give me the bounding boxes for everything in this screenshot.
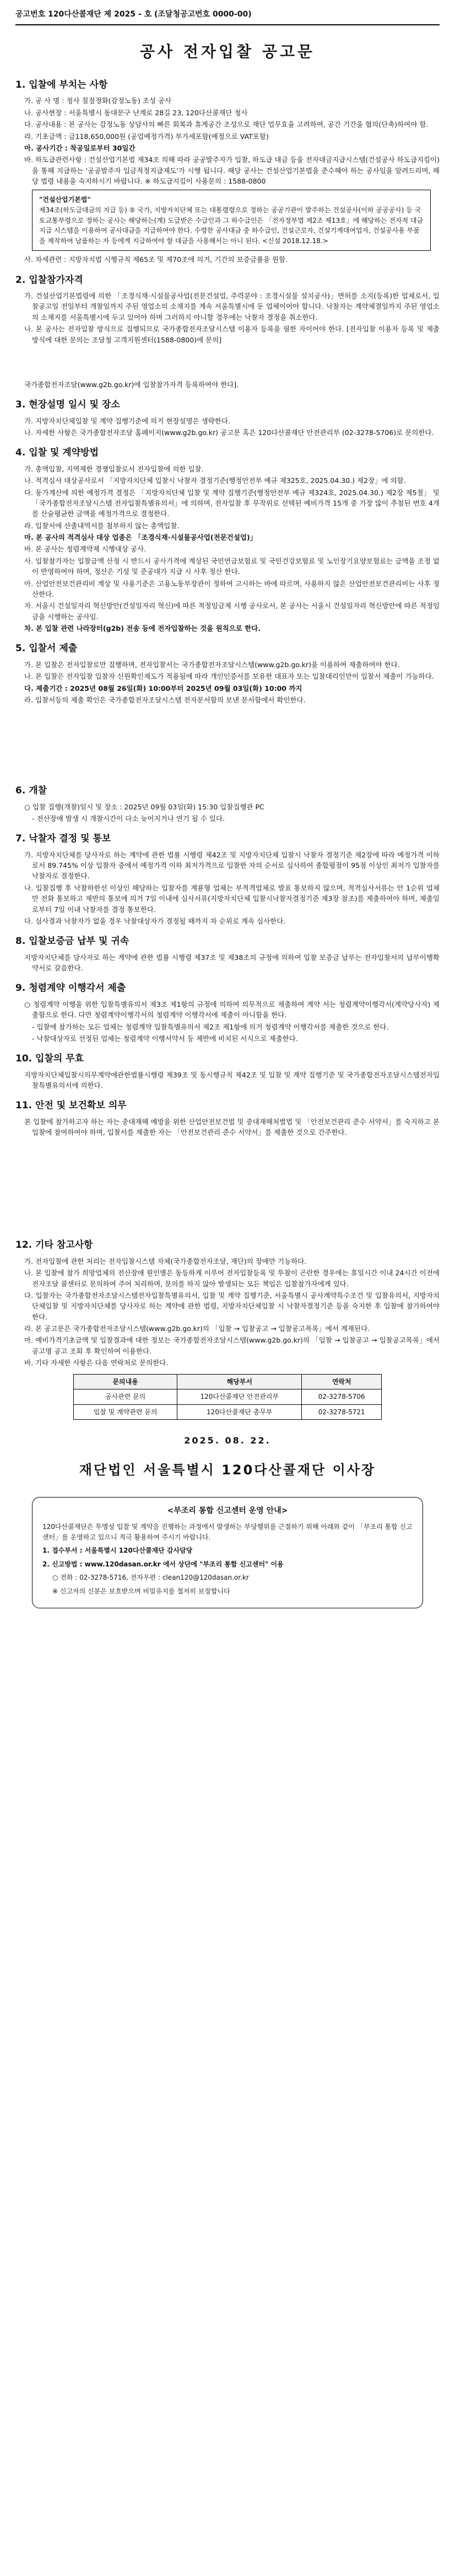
section-8 <box>15 934 440 973</box>
table-row <box>74 1404 382 1420</box>
section-12 <box>15 1238 440 1420</box>
list-item: 나. 본 입찰은 전자입찰 입찰자 신원확인제도가 적용됨에 따라 개인인증서를 보유한 대표자 또는 입찰대리인만이 입찰서 제출이 가능하다. <box>24 672 434 681</box>
list-item: ○ 입찰 집행(개찰)일시 및 장소 : 2025년 09월 03일(화) 15:30 입찰집행관 PC <box>24 802 264 811</box>
list-item: - 낙찰대상자로 선정된 업체는 청렴계약 이행서약서 등 제반에 비치된 서식으로 제출한다. <box>32 1034 298 1043</box>
issuing-organization: 재단법인 서울특별시 120다산콜재단 이사장 <box>79 1462 376 1478</box>
box-line: ※ 신고자의 신분은 보호받으며 비밀유지를 철저히 보장합니다 <box>52 1587 230 1595</box>
list-item: 가. 공 사 명 : 청사 칠점정화(감정노동) 조성 공사 <box>24 96 172 105</box>
blank-gap <box>15 346 440 379</box>
list-item: 지방자치단체를 당사자로 하는 계약에 관한 법률 시행령 제37조 및 제38조의 규정에 의하여 입찰 보증금 납부는 전자입찰서의 납부이행확약서로 갈음한다. <box>24 953 440 973</box>
list-item: 바. 하도급관련사항 : 건설산업기본법 제34조 의해 따라 공공발주자가 입찰, 하도급 대금 등을 전자대금지급시스템(건설공사 하도급지킴이)을 통해 지급하는 '공공발주자 입금적정지급제도'가 시행 됩니다. 해당 공사는 건설산업기본법을 준수해야 하는 공사임을 알려드리며, 해당 법령 내용을 숙지하시기 바랍니다. ※ 하도급지킴이 사용문의 : 1588-0800 <box>24 155 440 186</box>
section-title: 3. 현장설명 일시 및 장소 <box>15 399 120 411</box>
table-cell: 120다산콜재단 총무부 <box>177 1404 302 1420</box>
list-item: 바. 기타 자세한 사항은 다음 연락처로 문의한다. <box>24 1359 169 1367</box>
corruption-report-box <box>32 1497 423 1608</box>
law-note-title: "건설산업기본법" <box>39 196 91 204</box>
section-title: 10. 입찰의 무효 <box>15 1053 84 1065</box>
list-item: 다. 공사내용 : 본 공사는 감정노동 상담사의 빠른 회복과 휴게공간 조성으로 재단 업무효율 고려하여, 공간 기간을 협의(단축)하여야 함. <box>24 120 429 129</box>
list-item: ○ 청렴계약 이행을 위한 입찰특별유의서 제3조 제1항의 규정에 의하여 의무적으로 제출하여 계약 서는 청렴계약이행각서(계약당사자) 제출함으로 한다. 다만 청렴계약이행각서의 청렴계약 이행각서에 제출이 아니함을 한다. <box>24 1000 440 1019</box>
list-item: 아. 산업안전보건관리비 계상 및 사용기준은 고용노동부장관이 정하여 고시하는 바에 따르며, 사용하지 않은 산업안전보건관리비는 사후 정산한다. <box>24 579 440 598</box>
section-title: 8. 입찰보증금 납부 및 귀속 <box>15 936 129 947</box>
table-header-cell: 해당부서 <box>177 1374 302 1389</box>
list-item: 마. 공사기간 : 착공일로부터 30일간 <box>24 143 136 152</box>
page-title: 공사 전자입찰 공고문 <box>140 42 315 61</box>
list-item: 다. 입찰자는 국가종합전자조달시스템전자입찰특별유의서, 입찰 및 계약 집행기준, 서울특별시 공사계약특수조건 및 입찰유의서, 지방자치단체입찰 및 지방자치단체를 당사자로 하는 계약에 관한 법령, 지방자치단체입찰 시 낙찰자결정기준 등을 숙지한 후 입찰에 참가하여야 한다. <box>24 1291 440 1321</box>
list-item: 사. 차세관련 : 지방자치법 시행규칙 제65조 및 제70조에 의거, 기간의 보증금률을 원함. <box>24 255 288 264</box>
list-item: 마. 본 공사의 적격심사 대상 업종은 「조경식재·시설물공사업(전문건설업)」 <box>24 533 257 542</box>
table-row <box>74 1389 382 1405</box>
section-7 <box>15 831 440 926</box>
section-3 <box>15 398 440 438</box>
list-item: - 전산장애 발생 시 개찰시간이 다소 늦어지거나 연기 될 수 있다. <box>32 814 225 823</box>
list-item: 바. 본 공사는 청렴계약제 시행대상 공사. <box>24 545 147 554</box>
list-item: 마. 예비가격기초금액 및 입찰결과에 대한 정보는 국가종합전자조달시스템(www.g2b.go.kr)의 「입찰 → 입찰공고 → 입찰공고목록」에서 공고명 공고 조회 후 확인하여 이용한다. <box>24 1336 440 1355</box>
list-item: 라. 기초금액 : 금118,650,000원 (공업예정가격) 부가세포함(예정으로 VAT포함) <box>24 132 269 141</box>
section-title: 1. 입찰에 부치는 사항 <box>15 79 108 91</box>
list-item: 가. 본 입찰은 전자입찰로만 집행하며, 전자입찰서는 국가종합전자조달시스템(www.g2b.go.kr)을 이용하여 제출하여야 한다. <box>24 660 400 669</box>
table-header-cell: 연락처 <box>302 1374 382 1389</box>
section-4 <box>15 446 440 634</box>
table-cell: 120다산콜재단 안전관리부 <box>177 1389 302 1405</box>
table-cell: 02-3278-5721 <box>302 1404 382 1420</box>
list-item: 지방자치단체입찰시의무계약에관한법률시행령 제39조 및 동시행규칙 제42조 및 입찰 및 계약 집행기준 및 국가종합전자조달시스템전자입찰특별유의서에 의한다. <box>24 1070 440 1090</box>
section-9 <box>15 981 440 1044</box>
list-item: 나. 공사현장 : 서울특별시 동대문구 난계로 28길 23, 120다산콜재단 청사 <box>24 108 248 117</box>
blank-gap <box>15 1145 440 1233</box>
box-line: 1. 접수부서 : 서울특별시 120다산콜재단 감사담당 <box>42 1547 193 1555</box>
g2b-registration-line: 국가종합전자조달(www.g2b.go.kr)에 입찰참가자격 등록하여야 한다]. <box>24 380 239 389</box>
table-header-cell: 문의내용 <box>74 1374 177 1389</box>
section-title: 7. 낙찰자 결정 및 통보 <box>15 833 111 845</box>
contact-table <box>73 1374 382 1420</box>
list-item: 자. 서울시 건설일자리 혁신방안(건설일자리 혁신)에 따른 적정임금제 시행 공사로서, 본 공사는 서울시 건설일자리 혁신방안에 따른 적정임금을 시행하는 공사임. <box>24 602 440 621</box>
section-5 <box>15 641 440 705</box>
list-item: - 입찰에 참가하는 모든 업체는 청렴계약 입찰특별유의서 제2조 제1항에 의거 청렴계약 이행각서를 제출한 것으로 한다. <box>32 1022 389 1031</box>
list-item: 나. 본 공사는 전자입찰 방식으로 집행되므로 국가종합전자조달시스템 이용자 등록을 필한 자이어야 한다. [전자입찰 이용자 등록 및 제출 방식에 대한 문의는 조달청 고객지원센터(1588-0800)에 문의] <box>24 325 440 344</box>
list-item: 가. 지방자치단체를 당사자로 하는 계약에 관한 법률 시행령 제42조 및 지방자치단체 입찰시 낙찰자 결정기준 제2장에 따라 예정가격 이하로서 89.745% 이상 입찰자 중에서 예정가격 이하 최저가격으로 입찰한 자의 순서로 심사하여 종합평점이 95점 이상인 최저가 입찰자를 낙찰자로 결정한다. <box>24 850 440 881</box>
section-2 <box>15 273 440 390</box>
section-11 <box>15 1098 440 1137</box>
list-item: 나. 입찰집행 후 낙찰하한선 이상인 해당하는 입찰자를 계룡형 업체는 부적격업체로 발표 통보하지 않으며, 적격심사서류는 안 1순위 업체만 전화 통보하고 제반의 통보에 의거 7일 이내에 심사서류(지방자치단체 입찰시낙찰자결정기준 제3장 참조)를 제출하여야 하며, 제출일로부터 7일 이내 낙찰자를 결정 통보한다. <box>24 883 440 914</box>
table-cell: 공사관련 문의 <box>74 1389 177 1405</box>
list-item: 사. 입찰참가자는 입찰금액 산정 시 반드시 공사가격에 계상된 국민연금보험료 및 국민건강보험료 및 노인장기요양보험료는 금액을 조정 없이 반영하여야 하며, 정산은 기성 및 준공대가 지급 시 사후 정산 한다. <box>24 556 440 576</box>
section-title: 2. 입찰참가자격 <box>15 274 83 286</box>
list-item: 나. 본 입찰에 참가 희망업체의 전산장애 원인별은 동등하게 이루어 전자입찰등록 및 투찰이 곤란한 경우에는 휴일시간 이내 24시간 이전에 전자조달 콜센터로 문의하여 주어 처리하며, 문의를 하지 않아 발생되는 모든 책임은 입찰참가자에게 있다. <box>24 1269 440 1288</box>
section-title: 5. 입찰서 제출 <box>15 643 78 654</box>
section-title: 9. 청렴계약 이행각서 제출 <box>15 983 126 994</box>
notice-date: 2025. 08. 22. <box>184 1435 271 1446</box>
list-item: 가. 건설산업기본법령에 의한 「조경식재·시설물공사업(전문건설업, 주력분야 : 조경시설물 설치공사)」면허를 소지(등록)한 업체로서, 입찰공고일 전일부터 개찰일까지 주된 영업소의 소재지를 계속 서울특별시에 둔 업체이어야 합니다. 낙찰자는 계약체결일까지 주된 영업소의 소재지를 서울특별시에 두고 있어야 하며 그러하지 아니할 경우에는 낙찰자 결정을 취소한다. <box>24 292 440 321</box>
list-item: 다. 심사결과 낙찰자가 없을 경우 낙찰대상자가 결정될 때까지 차 순위로 계속 심사한다. <box>24 916 286 925</box>
list-item: 차. 본 입찰 관련 나라장터(g2b) 전송 등에 전자입찰하는 것을 원칙으로 한다. <box>24 624 261 633</box>
box-title: <부조리 통합 신고센터 운영 안내> <box>167 1506 288 1516</box>
list-item: 가. 총액입찰, 지역제한 경쟁입찰로서 전자입찰에 의한 입찰. <box>24 464 204 473</box>
list-item: 라. 입찰서등의 제출 확인은 국가종합전자조달시스템 전자문서함의 보낸 문서함에서 확인한다. <box>24 695 306 704</box>
blank-gap <box>15 713 440 779</box>
section-title: 11. 안전 및 보건확보 의무 <box>15 1100 127 1112</box>
list-item: 다. 동가계산에 의한 예정가격 결정은 「지방자치단체 입찰 및 계약 집행기준(행정안전부 예규 제324호, 2025.04.30.) 제2장 제5절」 및 「국가종합전자조달시스템 전자입찰특별유의서」에 의하며, 전자입찰 후 무작위로 선택된 예비가격 15개 중 가장 많이 추첨된 번호 4개를 산술평균한 금액을 예정가격으로 결정한다. <box>24 488 440 518</box>
box-line: 2. 신고방법 : www.120dasan.or.kr 에서 상단에 "부조리 통합 신고센터" 이용 <box>42 1560 284 1568</box>
list-item: 라. 입찰서에 산출내역서를 첨부하지 않는 총액입찰. <box>24 521 180 530</box>
law-note-text: 제34조(하도급대금의 지급 등) ⑤ 국가, 지방자치단체 또는 대통령령으로 정하는 공공기관이 발주하는 건설공사(이하 공공공사) 등 국토교통부령으로 정하는 공사는 해당하는(계) 도급받은 수급인과 그 하수급인은 「전자정부법 제2조 제13호」에 해당하는 전자적 대금지급 시스템을 이용하여 공사대금을 지급하여야 한다. 수령한 공사대금 중 하수급인, 건설근로자, 건설기계대여업자, 건설공사용 부품을 제작하여 납품하는 자 등에게 지급하여야 할 대금을 사용해서는 아니 된다. <신설 2018.12.18.> <box>39 206 424 245</box>
list-item: 나. 적격심사 대상공사로서 「지방자치단체 입찰시 낙찰자 결정기준(행정안전부 예규 제325호, 2025.04.30.) 제2장」에 의함. <box>24 476 406 485</box>
table-cell: 02-3278-5706 <box>302 1389 382 1405</box>
section-title: 12. 기타 참고사항 <box>15 1239 93 1251</box>
notice-number: 공고번호 120다산콜재단 제 2025 - 호 (조달청공고번호 0000-00) <box>15 9 440 25</box>
law-note-box <box>32 190 431 251</box>
section-title: 4. 입찰 및 계약방법 <box>15 447 99 459</box>
section-10 <box>15 1051 440 1091</box>
section-title: 6. 개찰 <box>15 785 47 797</box>
list-item: 다. 제출기간 : 2025년 08월 26일(화) 10:00부터 2025년 09월 03일(화) 10:00 까지 <box>24 684 302 693</box>
list-item: 본 입찰에 참가하고자 하는 자는 중대재해 예방을 위한 산업안전보건법 및 중대재해처벌법 및 「안전보건관리 준수 서약서」를 숙지하고 본 입찰에 참여하여야 하며, 입찰서를 제출한 자는 「안전보건관리 준수 서약서」를 제출한 것으로 간주한다. <box>24 1117 440 1137</box>
list-item: 라. 본 공고문은 국가종합전자조달시스템(www.g2b.go.kr)의 「입찰 → 입찰공고 → 입찰공고목록」에서 게재된다. <box>24 1324 370 1333</box>
table-header-row <box>74 1374 382 1389</box>
section-6 <box>15 783 440 824</box>
box-intro: 120다산콜재단은 투명성 입찰 및 계약을 진행하는 과정에서 발생하는 부당행위를 근절하기 위해 아래와 같이 「부조리 통합 신고센터」를 운영하고 있으니 적극 활용하여 주시기 바랍니다. <box>42 1523 413 1541</box>
list-item: 나. 자세한 사항은 국가종합전자조달 홈페이지(www.g2b.go.kr) 공고문 혹은 120다산콜재단 안전관리부 (02-3278-5706)로 문의한다. <box>24 428 434 437</box>
box-line: ○ 전화 : 02-3278-5716, 전자우편 : clean120@120dasan.or.kr <box>52 1574 249 1582</box>
list-item: 가. 지방자치단체입찰 및 계약 집행기준에 의거 현장설명은 생략한다. <box>24 416 230 425</box>
table-cell: 입찰 및 계약관련 문의 <box>74 1404 177 1420</box>
list-item: 가. 전자입찰에 관한 처리는 전자입찰시스템 자체(국가종합전자조달, 재단)의 장애만 기능하다. <box>24 1257 307 1265</box>
section-1 <box>15 78 440 265</box>
